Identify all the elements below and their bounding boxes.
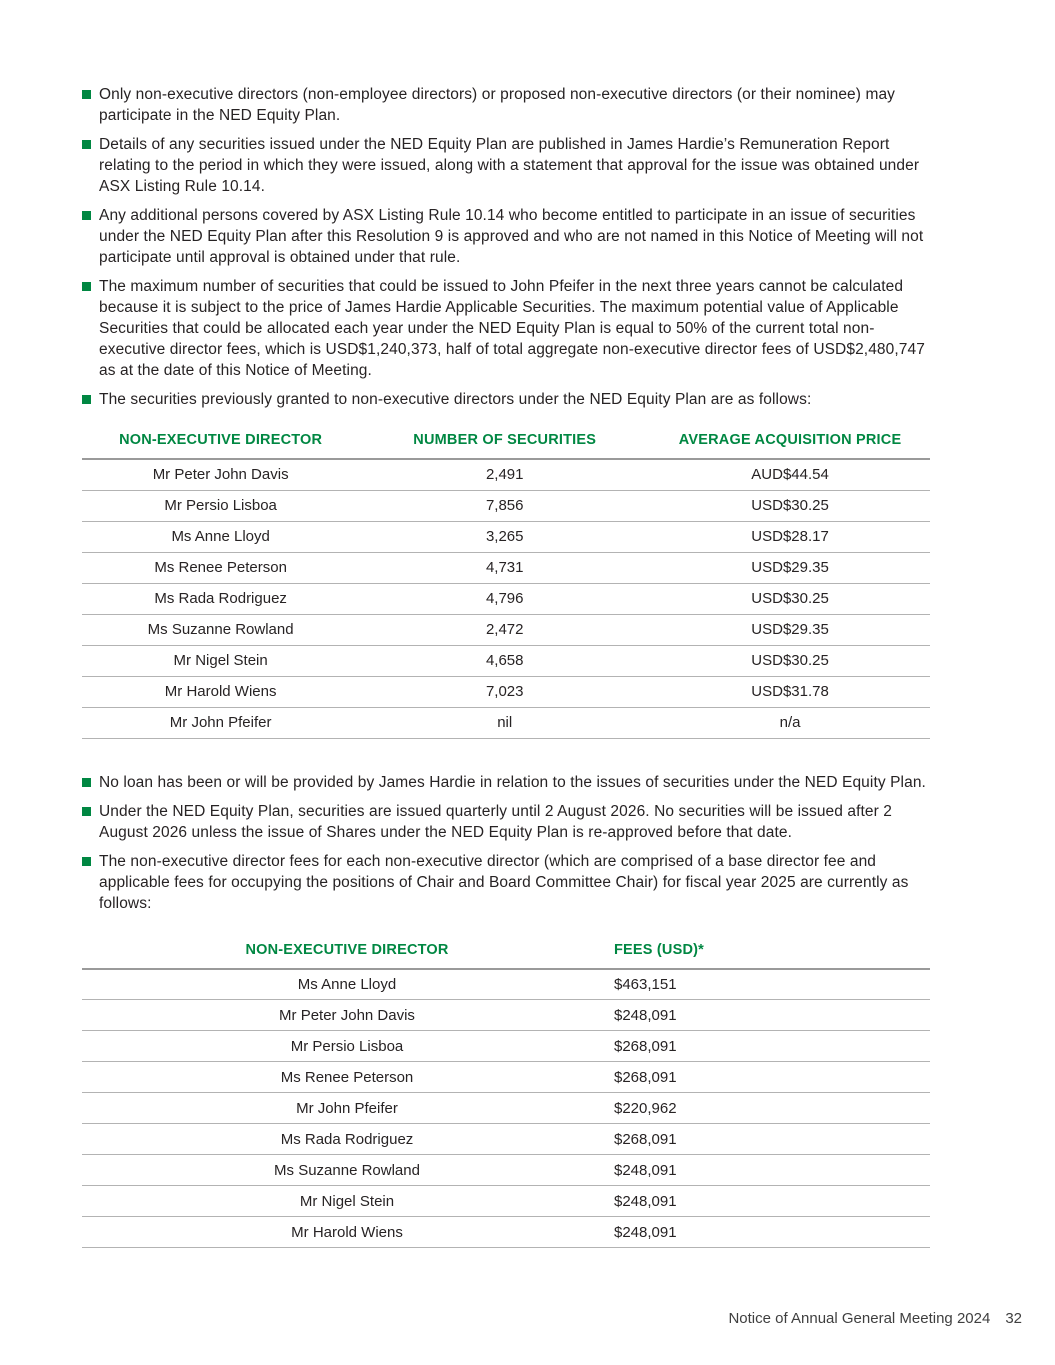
table-cell: $268,091 — [612, 1062, 930, 1093]
table-cell: USD$30.25 — [650, 583, 930, 614]
table-row — [82, 614, 930, 645]
bullet-list-bottom — [82, 772, 930, 914]
bullet-item — [82, 801, 930, 843]
bullet-text: Only non-executive directors (non-employee directors) or proposed non-executive directors (or their nominee) may participate in the NED Equity Plan. — [99, 86, 896, 124]
table-cell: $268,091 — [612, 1124, 930, 1155]
bullet-square-icon — [82, 857, 91, 866]
bullet-item — [82, 276, 930, 381]
table-cell: USD$30.25 — [650, 645, 930, 676]
table-cell: n/a — [650, 707, 930, 738]
table-cell: Ms Rada Rodriguez — [82, 1124, 612, 1155]
table-row — [82, 552, 930, 583]
table-cell: Ms Anne Lloyd — [82, 521, 359, 552]
table-row — [82, 1031, 930, 1062]
table-cell: Mr John Pfeifer — [82, 1093, 612, 1124]
bullet-item — [82, 84, 930, 126]
table-row — [82, 1155, 930, 1186]
bullet-square-icon — [82, 140, 91, 149]
table-cell: Ms Rada Rodriguez — [82, 583, 359, 614]
table-cell: 4,796 — [359, 583, 650, 614]
table-cell: 7,856 — [359, 490, 650, 521]
bullet-text: The securities previously granted to non-executive directors under the NED Equity Plan are as follows: — [99, 391, 812, 408]
table-cell: $268,091 — [612, 1031, 930, 1062]
bullet-item — [82, 134, 930, 197]
bullet-text: Under the NED Equity Plan, securities are issued quarterly until 2 August 2026. No securities will be issued after 2 August 2026 unless the issue of Shares under the NED Equity Plan is re-approved before that date. — [99, 802, 893, 841]
table-row — [82, 490, 930, 521]
table-cell: $248,091 — [612, 1155, 930, 1186]
table-row — [82, 1062, 930, 1093]
column-header: NON-EXECUTIVE DIRECTOR — [82, 426, 359, 459]
table-row — [82, 676, 930, 707]
table-cell: Ms Suzanne Rowland — [82, 614, 359, 645]
table-row — [82, 583, 930, 614]
table-cell: Mr Harold Wiens — [82, 1217, 612, 1248]
page-footer — [728, 1310, 1022, 1327]
table-row — [82, 707, 930, 738]
table-cell: USD$31.78 — [650, 676, 930, 707]
table-cell: $248,091 — [612, 1186, 930, 1217]
table-cell: Mr Persio Lisboa — [82, 490, 359, 521]
table-cell: $248,091 — [612, 1217, 930, 1248]
bullet-text: Details of any securities issued under the NED Equity Plan are published in James Hardie’s Remuneration Report relating to the period in which they were issued, along with a statement that approval for the issue was obtained under ASX Listing Rule 10.14. — [99, 136, 920, 195]
table-cell: 4,731 — [359, 552, 650, 583]
footer-title: Notice of Annual General Meeting 2024 — [728, 1310, 991, 1327]
table-cell: $220,962 — [612, 1093, 930, 1124]
table-cell: Ms Anne Lloyd — [82, 969, 612, 1000]
table-cell: USD$30.25 — [650, 490, 930, 521]
table-row — [82, 459, 930, 490]
bullet-square-icon — [82, 778, 91, 787]
table-cell: USD$28.17 — [650, 521, 930, 552]
bullet-text: Any additional persons covered by ASX Listing Rule 10.14 who become entitled to participate in an issue of securities under the NED Equity Plan after this Resolution 9 is approved and who are not named in this Notice of Meeting will not participate until approval is obtained under that rule. — [99, 207, 924, 266]
column-header: AVERAGE ACQUISITION PRICE — [650, 426, 930, 459]
fees-table — [82, 936, 930, 1249]
table-cell: Mr Nigel Stein — [82, 645, 359, 676]
page-content — [82, 84, 930, 1248]
table-cell: $248,091 — [612, 1000, 930, 1031]
bullet-list-top — [82, 84, 930, 410]
bullet-square-icon — [82, 211, 91, 220]
table-cell: USD$29.35 — [650, 614, 930, 645]
table-cell: Mr Peter John Davis — [82, 459, 359, 490]
bullet-text: No loan has been or will be provided by James Hardie in relation to the issues of securities under the NED Equity Plan. — [99, 773, 926, 791]
table-row — [82, 521, 930, 552]
table-cell: nil — [359, 707, 650, 738]
bullet-square-icon — [82, 807, 91, 816]
table-cell: Mr Persio Lisboa — [82, 1031, 612, 1062]
bullet-text: The non-executive director fees for each non-executive director (which are comprised of a base director fee and applicable fees for occupying the positions of Chair and Board Committee Chair) for fiscal year 2025 are currently as follows: — [99, 852, 909, 912]
table-cell: USD$29.35 — [650, 552, 930, 583]
table-cell: 7,023 — [359, 676, 650, 707]
table-cell: 3,265 — [359, 521, 650, 552]
table-header-row — [82, 936, 930, 969]
table-cell: Ms Renee Peterson — [82, 552, 359, 583]
column-header: FEES (USD)* — [612, 936, 930, 969]
column-header: NUMBER OF SECURITIES — [359, 426, 650, 459]
table-row — [82, 645, 930, 676]
table-row — [82, 1217, 930, 1248]
table-header-row — [82, 426, 930, 459]
table-cell: 2,491 — [359, 459, 650, 490]
table-cell: 4,658 — [359, 645, 650, 676]
bullet-item — [82, 772, 930, 793]
page-number: 32 — [1005, 1310, 1022, 1327]
table-row — [82, 1124, 930, 1155]
table-cell: Mr Peter John Davis — [82, 1000, 612, 1031]
bullet-text: The maximum number of securities that could be issued to John Pfeifer in the next three years cannot be calculated because it is subject to the price of James Hardie Applicable Securities. The maximum potential value of Applicable Securities that could be allocated each year under the NED Equity Plan is equal to 50% of the current total non-executive director fees, which is USD$1,240,373, half of total aggregate non-executive director fees of USD$2,480,747 as at the date of this Notice of Meeting. — [99, 278, 925, 379]
table-cell: AUD$44.54 — [650, 459, 930, 490]
column-header: NON-EXECUTIVE DIRECTOR — [82, 936, 612, 969]
table-cell: Ms Renee Peterson — [82, 1062, 612, 1093]
table-cell: 2,472 — [359, 614, 650, 645]
bullet-square-icon — [82, 90, 91, 99]
table-cell: Mr Nigel Stein — [82, 1186, 612, 1217]
table-cell: Mr John Pfeifer — [82, 707, 359, 738]
bullet-square-icon — [82, 395, 91, 404]
table-row — [82, 1186, 930, 1217]
securities-table — [82, 426, 930, 739]
table-cell: Ms Suzanne Rowland — [82, 1155, 612, 1186]
table-row — [82, 1093, 930, 1124]
bullet-item — [82, 205, 930, 268]
bullet-item — [82, 851, 930, 914]
table-row — [82, 969, 930, 1000]
table-cell: $463,151 — [612, 969, 930, 1000]
bullet-square-icon — [82, 282, 91, 291]
table-cell: Mr Harold Wiens — [82, 676, 359, 707]
table-row — [82, 1000, 930, 1031]
bullet-item — [82, 389, 930, 410]
